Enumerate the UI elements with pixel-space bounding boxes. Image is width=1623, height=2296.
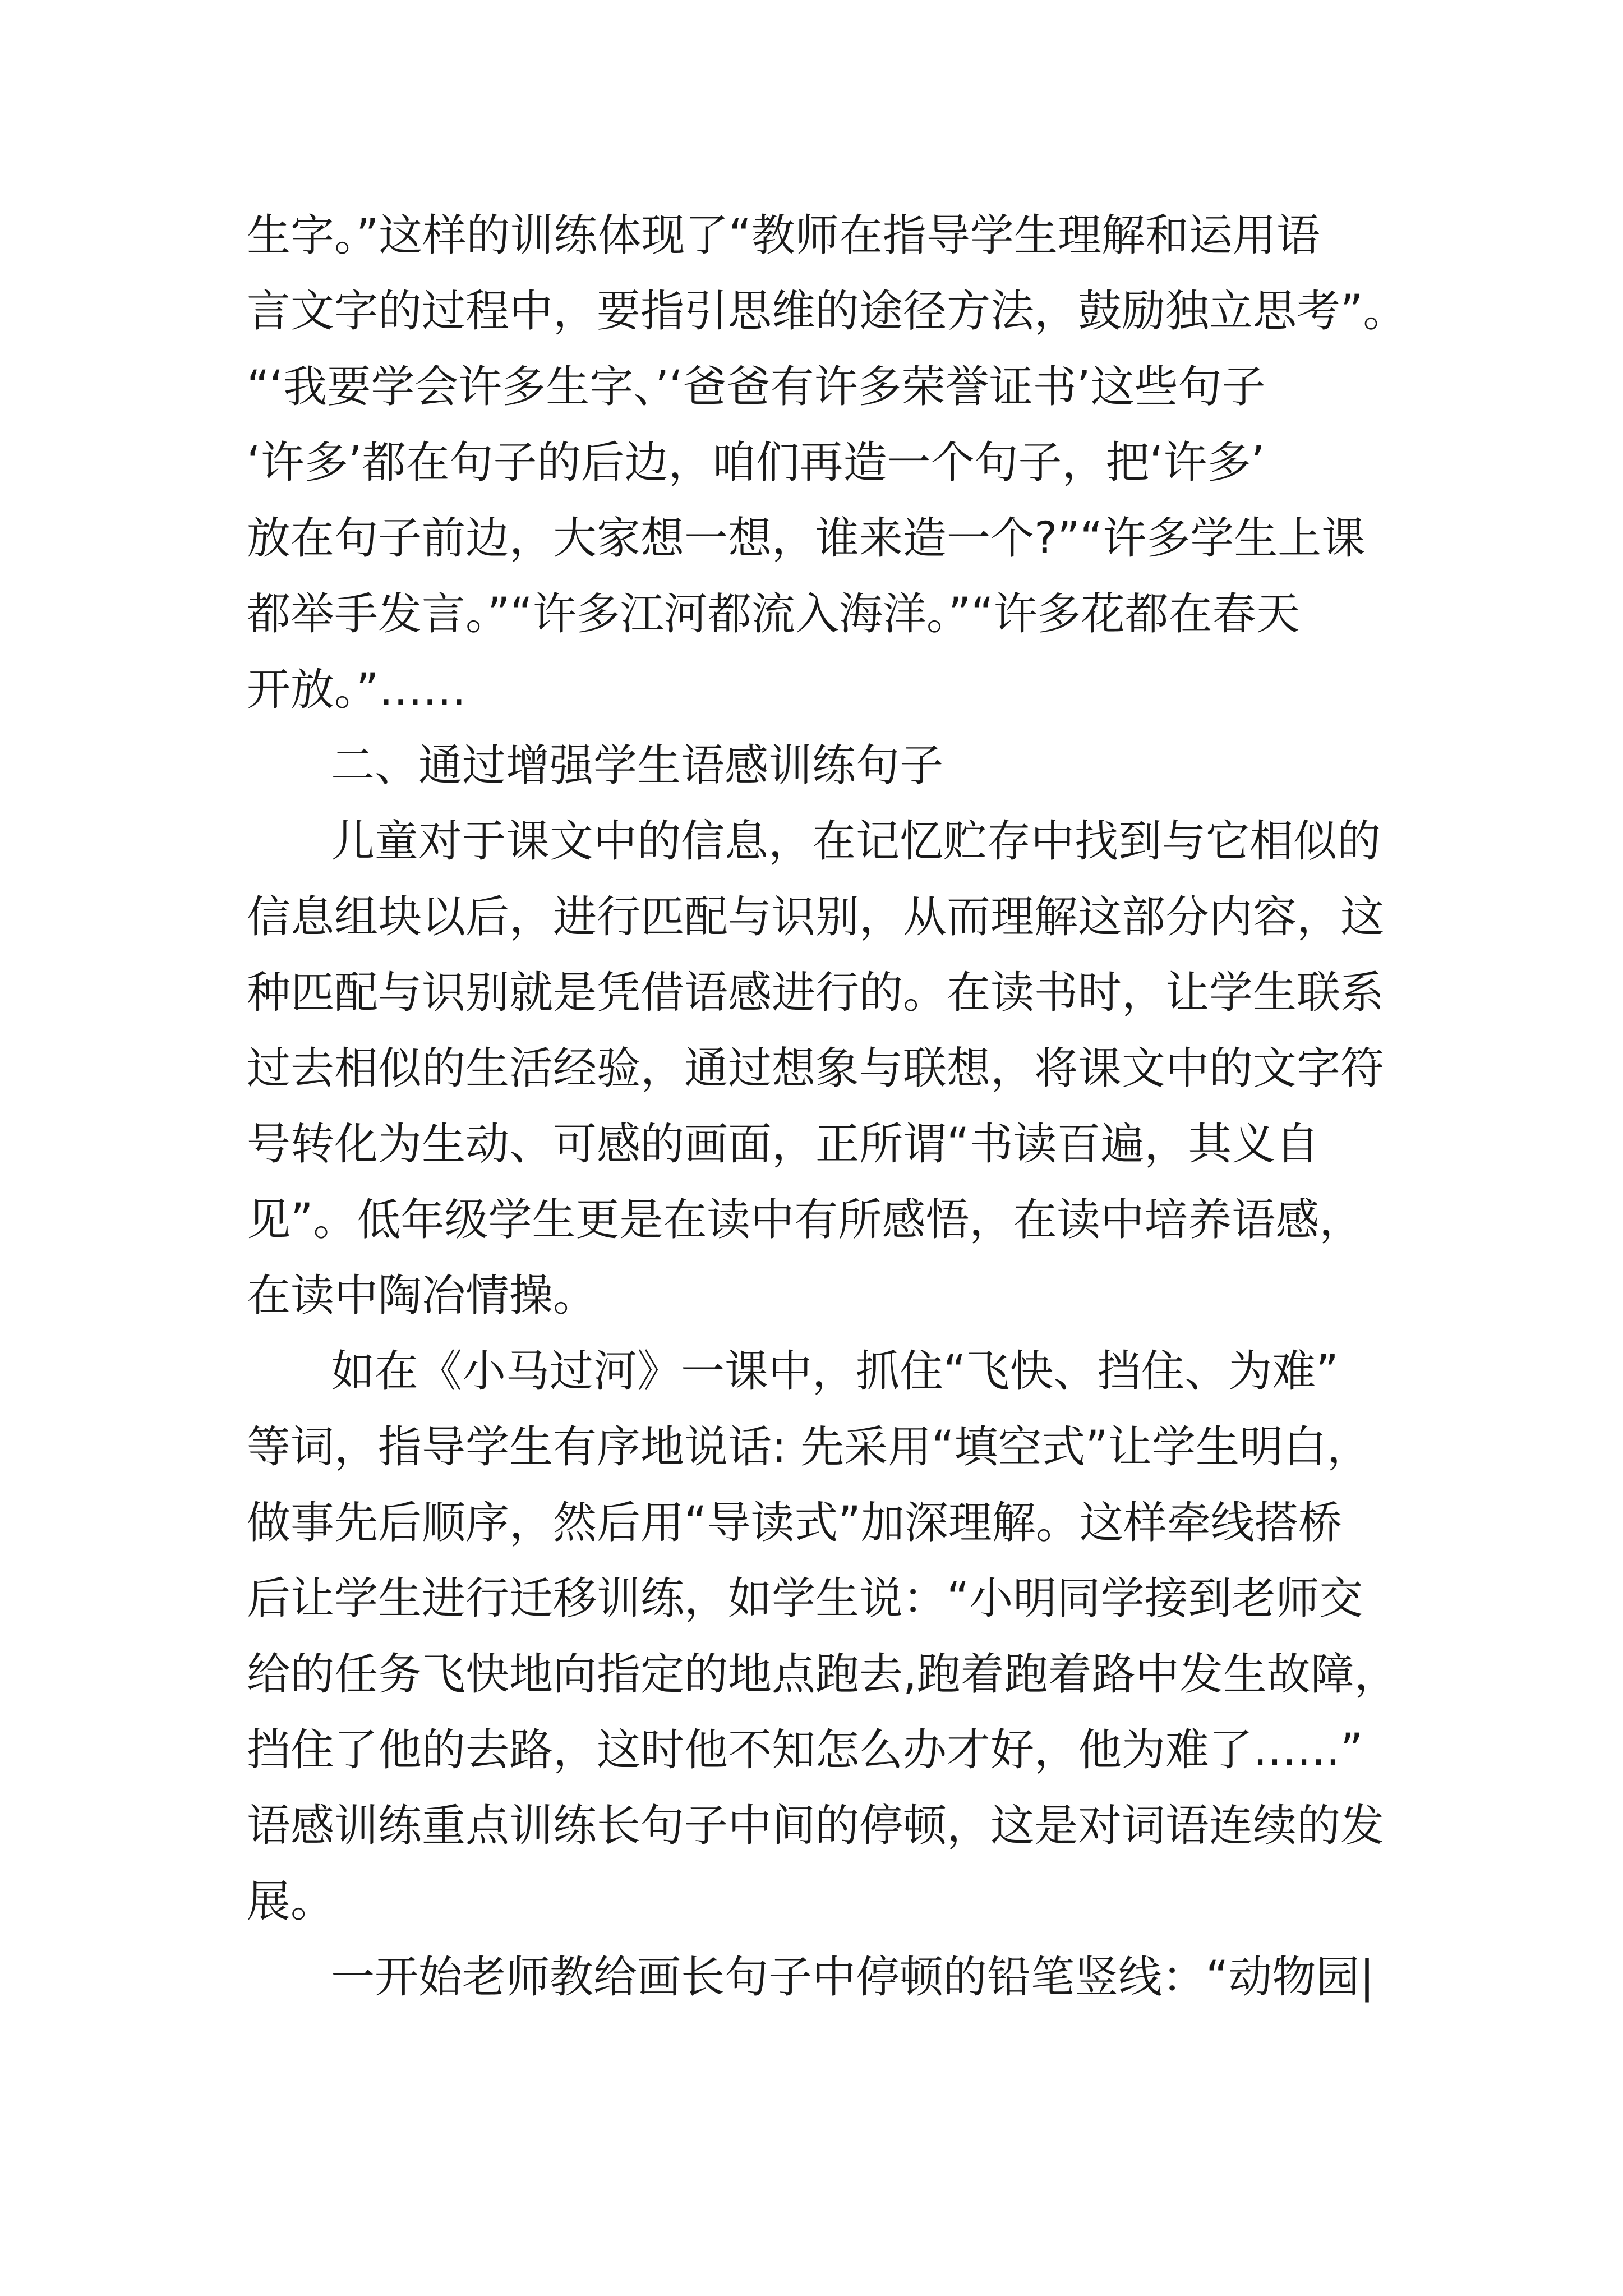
text-line: 在读中陶冶情操。: [247, 1271, 597, 1321]
text-line: 挡住了他的去路，这时他不知怎么办才好，他为难了……”: [247, 1725, 1363, 1775]
text-line: 等词，指导学生有序地说话: 先采用“填空式”让学生明白，: [247, 1422, 1371, 1473]
text-line: 生字。”这样的训练体现了“教师在指导学生理解和运用语: [247, 210, 1320, 261]
text-line: 号转化为生动、可感的画面，正所谓“书读百遍，其义自: [247, 1119, 1320, 1170]
text-line: 后让学生进行迁移训练，如学生说：“小明同学接到老师交: [247, 1573, 1363, 1624]
text-line: 种匹配与识别就是凭借语感进行的。在读书时，让学生联系: [247, 968, 1385, 1018]
text-line: 一开始老师教给画长句子中停顿的铅笔竖线：“动物园|: [331, 1952, 1375, 2003]
text-line: 做事先后顺序，然后用“导读式”加深理解。这样牵线搭桥: [247, 1498, 1342, 1548]
text-line: “‘我要学会许多生字、’‘爸爸有许多荣誉证书’这些句子: [247, 362, 1266, 412]
text-line: 语感训练重点训练长句子中间的停顿，这是对词语连续的发: [247, 1801, 1385, 1851]
text-line: 言文字的过程中，要指引思维的途径方法，鼓励独立思考”。: [247, 286, 1407, 337]
text-line: 信息组块以后，进行匹配与识别，从而理解这部分内容，这: [247, 892, 1385, 942]
text-line: 给的任务飞快地向指定的地点跑去,跑着跑着路中发生故障，: [247, 1649, 1398, 1700]
text-line: 见”。低年级学生更是在读中有所感悟，在读中培养语感，: [247, 1195, 1363, 1245]
text-line: 过去相似的生活经验，通过想象与联想，将课文中的文字符: [247, 1043, 1385, 1094]
text-line: 儿童对于课文中的信息，在记忆贮存中找到与它相似的: [331, 816, 1381, 867]
section-heading: 二、通过增强学生语感训练句子: [331, 740, 944, 791]
text-line: ‘许多’都在句子的后边，咱们再造一个句子，把‘许多’: [247, 438, 1265, 488]
text-line: 放在句子前边，大家想一想，谁来造一个?”“许多学生上课: [247, 513, 1366, 564]
text-line: 如在《小马过河》一课中，抓住“飞快、挡住、为难”: [331, 1346, 1339, 1397]
text-line: 开放。”……: [247, 665, 467, 715]
text-line: 都举手发言。”“许多江河都流入海洋。”“许多花都在春天: [247, 589, 1300, 639]
text-line: 展。: [247, 1876, 335, 1927]
